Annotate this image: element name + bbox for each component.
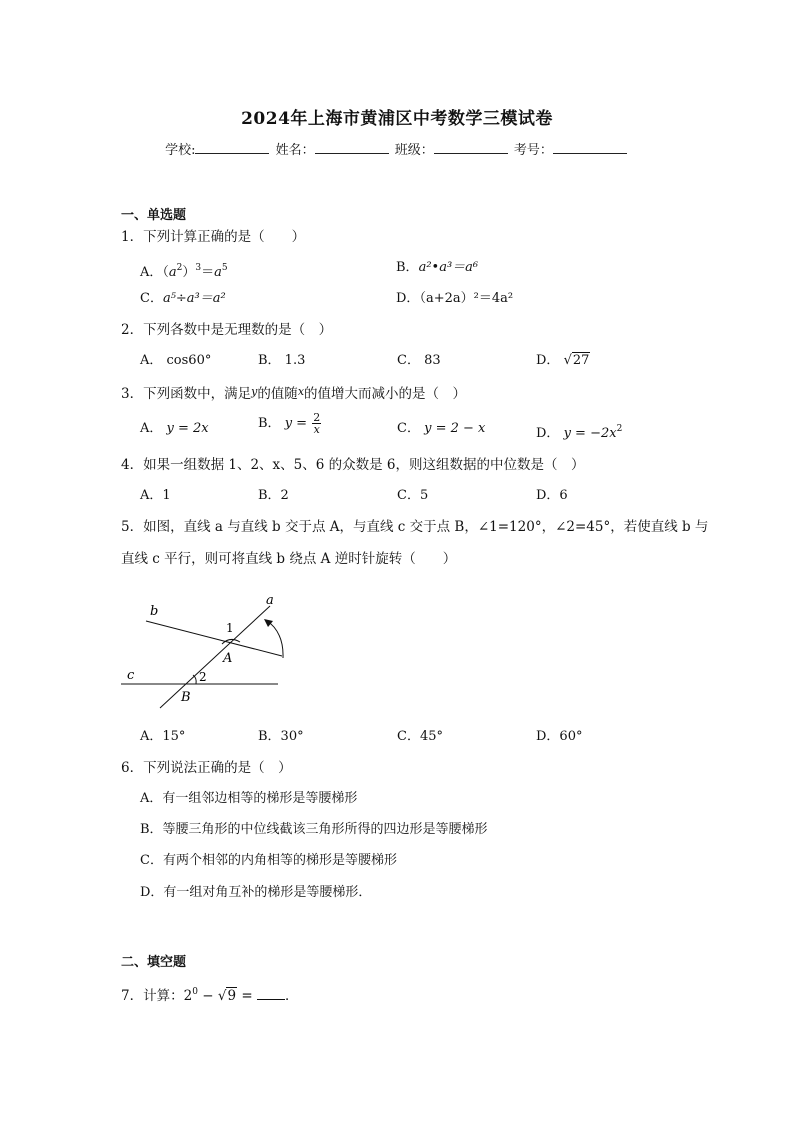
q3-d-expr: y = −2x bbox=[563, 426, 617, 441]
q1-d-prefix: D． bbox=[396, 291, 420, 306]
question-5-option-c: C．45° bbox=[397, 729, 443, 744]
question-6-option-b: B．等腰三角形的中位线截该三角形所得的四边形是等腰梯形 bbox=[140, 822, 488, 837]
question-2-option-b: B． 1.3 bbox=[258, 353, 306, 368]
q1-a-eq: ＝ bbox=[201, 265, 215, 280]
q3-a-expr: y = 2x bbox=[166, 421, 209, 436]
question-5-stem-line-1: 5．如图，直线 a 与直线 b 交于点 A，与直线 c 交于点 B，∠1=120°，∠2=45°，若使直线 b 与 bbox=[121, 519, 709, 535]
question-6-option-c: C．有两个相邻的内角相等的梯形是等腰梯形 bbox=[140, 853, 397, 868]
q7-base: 2 bbox=[183, 988, 193, 1004]
question-6-option-d: D．有一组对角互补的梯形是等腰梯形． bbox=[140, 885, 372, 900]
q1-a-rhs-exp: 5 bbox=[221, 263, 228, 273]
rotation-arrow-head bbox=[264, 619, 273, 627]
school-label: 学校: bbox=[165, 143, 196, 158]
q3-d-prefix: D． bbox=[536, 426, 560, 441]
question-2-option-d: D． √27 bbox=[536, 353, 590, 368]
q1-a-exp2: 3 bbox=[195, 263, 202, 273]
name-label: 姓名： bbox=[275, 143, 315, 158]
q1-a-exp: 2 bbox=[176, 263, 183, 273]
q3-c-expr: y = 2 − x bbox=[424, 421, 486, 436]
line-a bbox=[160, 606, 270, 708]
section-heading-single-choice: 一、单选题 bbox=[121, 208, 187, 223]
question-4-stem: 4．如果一组数据 1、2、x、5、6 的众数是 6，则这组数据的中位数是（ ） bbox=[121, 457, 585, 473]
q3-b-prefix: B． bbox=[258, 416, 281, 431]
exam-title: 2024年上海市黄浦区中考数学三模试卷 bbox=[241, 109, 553, 129]
label-c: c bbox=[127, 668, 135, 683]
class-label: 班级： bbox=[394, 143, 434, 158]
q1-c-expr: a⁵÷a³＝a² bbox=[162, 291, 226, 306]
q3-a-prefix: A． bbox=[140, 421, 163, 436]
q3-var-x: x bbox=[297, 385, 305, 398]
question-2-stem: 2．下列各数中是无理数的是（ ） bbox=[121, 322, 333, 338]
q7-end: ． bbox=[284, 988, 299, 1004]
q3-stem-a: 3．下列函数中，满足 bbox=[121, 386, 252, 402]
q7-eq: = bbox=[237, 988, 257, 1004]
q1-d-expr: （a+2a）²＝4a² bbox=[419, 291, 514, 306]
q2-d-prefix: D． bbox=[536, 353, 560, 368]
q1-a-rhs: a bbox=[214, 265, 222, 280]
label-angle-2: 2 bbox=[199, 670, 207, 684]
q1-a-mid: ） bbox=[182, 265, 196, 280]
q3-d-exp: 2 bbox=[616, 424, 623, 434]
line-b bbox=[146, 621, 282, 656]
exam-number-label: 考号： bbox=[513, 143, 553, 158]
label-point-A: A bbox=[223, 651, 233, 666]
q3-b-lhs: y = bbox=[284, 416, 308, 431]
q7-answer-blank[interactable] bbox=[257, 987, 285, 1000]
question-7: 7．计算：$2^0 - √9$ = ． bbox=[121, 987, 299, 1004]
q3-stem-c: 的值增大而减小的是（ ） bbox=[304, 386, 467, 402]
question-4-option-d: D．6 bbox=[536, 488, 568, 503]
q1-a-base: a bbox=[168, 265, 177, 280]
question-5-stem-line-2: 直线 c 平行，则可将直线 b 绕点 A 逆时针旋转（ ） bbox=[121, 551, 457, 567]
q2-d-radicand: 27 bbox=[572, 353, 590, 368]
q1-a-prefix: A．（ bbox=[140, 265, 169, 280]
q1-b-expr: a²•a³＝a⁶ bbox=[418, 260, 479, 275]
q7-exp: 0 bbox=[192, 987, 198, 997]
q3-stem-b: 的值随 bbox=[257, 386, 298, 402]
question-5-option-a: A．15° bbox=[140, 729, 186, 744]
label-b: b bbox=[150, 604, 159, 619]
q3-b-numerator: 2 bbox=[313, 411, 321, 424]
q7-stem: 7．计算： bbox=[121, 988, 184, 1004]
label-point-B: B bbox=[181, 690, 191, 705]
question-1-stem: 1．下列计算正确的是（ ） bbox=[121, 229, 306, 245]
q3-var-y: y bbox=[251, 385, 258, 398]
section-heading-fill-in: 二、填空题 bbox=[121, 955, 187, 970]
q3-c-prefix: C． bbox=[397, 421, 420, 436]
q7-radicand: 9 bbox=[227, 988, 237, 1004]
q1-b-prefix: B． bbox=[396, 260, 419, 275]
question-6-option-a: A．有一组邻边相等的梯形是等腰梯形 bbox=[140, 791, 358, 806]
q7-minus: − bbox=[197, 988, 218, 1004]
question-6-stem: 6．下列说法正确的是（ ） bbox=[121, 760, 292, 776]
question-4-option-c: C．5 bbox=[397, 488, 429, 503]
q3-b-denominator: x bbox=[313, 423, 320, 436]
question-2-option-c: C． 83 bbox=[397, 353, 441, 368]
question-5-option-d: D．60° bbox=[536, 729, 583, 744]
question-4-option-a: A．1 bbox=[140, 488, 171, 503]
question-4-option-b: B．2 bbox=[258, 488, 289, 503]
q1-c-prefix: C． bbox=[140, 291, 163, 306]
question-5-option-b: B．30° bbox=[258, 729, 304, 744]
label-a: a bbox=[266, 593, 274, 608]
label-angle-1: 1 bbox=[226, 621, 234, 635]
question-2-option-a: A． cos60° bbox=[140, 353, 212, 368]
